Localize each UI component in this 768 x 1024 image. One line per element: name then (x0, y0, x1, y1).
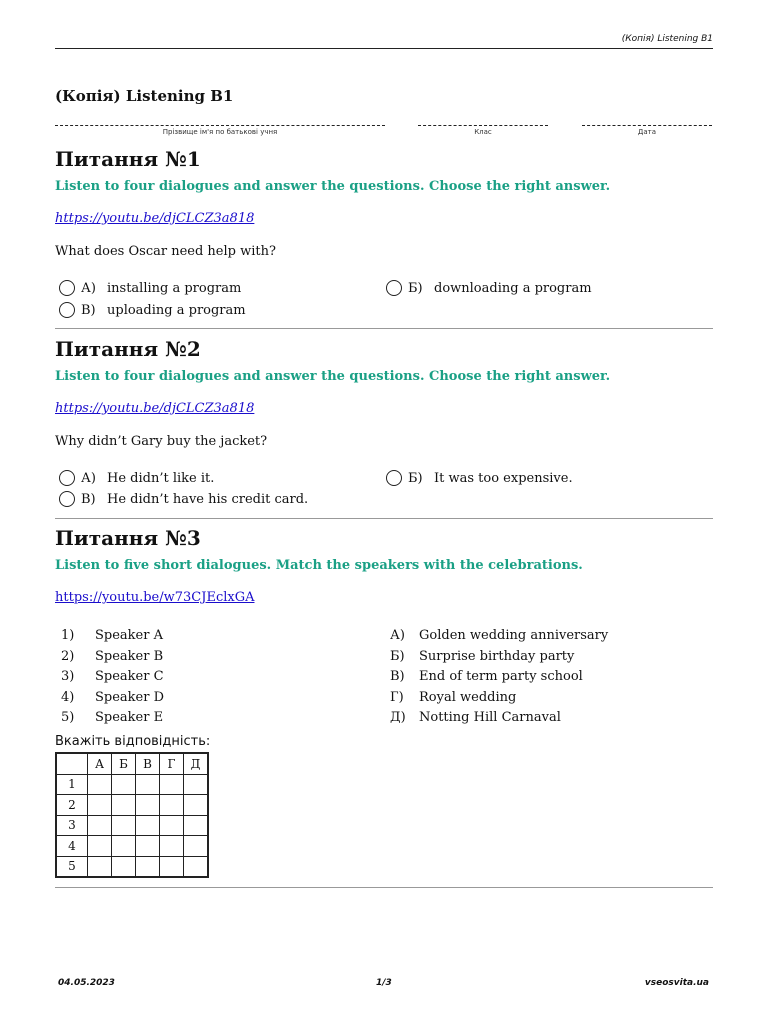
answer-grid-row (56, 774, 208, 795)
answer-cell[interactable] (184, 815, 209, 836)
radio-circle-icon[interactable] (59, 280, 75, 296)
celebration-item (390, 690, 516, 705)
date-field[interactable] (582, 115, 712, 136)
option-letter: Б) (408, 280, 423, 296)
answer-cell[interactable] (184, 856, 209, 877)
item-text: End of term party school (419, 669, 583, 684)
column-header: Д (184, 753, 209, 774)
option-text: It was too expensive. (434, 470, 573, 486)
item-letter: Д) (390, 710, 406, 725)
item-letter: В) (390, 669, 405, 684)
row-header: 5 (56, 856, 88, 877)
answer-cell[interactable] (160, 795, 184, 816)
answer-cell[interactable] (88, 856, 112, 877)
celebration-item (390, 649, 574, 664)
item-text: Speaker E (95, 710, 164, 725)
answer-cell[interactable] (160, 774, 184, 795)
speaker-item (61, 628, 163, 643)
radio-circle-icon[interactable] (386, 470, 402, 486)
footer-page-number: 1/3 (376, 978, 392, 988)
class-field[interactable] (418, 115, 548, 136)
celebration-item (390, 669, 583, 684)
item-number: 2) (61, 649, 75, 664)
answer-grid-row (56, 856, 208, 877)
student-name-line (55, 115, 385, 126)
radio-circle-icon[interactable] (59, 470, 75, 486)
answer-cell[interactable] (136, 856, 160, 877)
speaker-item (61, 690, 164, 705)
option-text: uploading a program (107, 302, 246, 318)
footer-date: 04.05.2023 (58, 978, 115, 988)
question-divider (55, 328, 713, 329)
question-text: Why didn’t Gary buy the jacket? (55, 434, 268, 449)
option-letter: А) (81, 470, 96, 486)
answer-cell[interactable] (112, 795, 136, 816)
corner-cell (56, 753, 88, 774)
column-header: В (136, 753, 160, 774)
date-line (582, 115, 712, 126)
option-letter: Б) (408, 470, 423, 486)
question-text: What does Oscar need help with? (55, 244, 276, 259)
question-divider (55, 887, 713, 888)
answer-cell[interactable] (136, 795, 160, 816)
speaker-item (61, 710, 163, 725)
signature-row (55, 115, 713, 139)
question-heading: Питання №1 (55, 147, 201, 171)
celebration-item (390, 710, 561, 725)
option-text: He didn’t have his credit card. (107, 491, 309, 507)
question-instruction: Listen to four dialogues and answer the questions. Choose the right answer. (55, 369, 611, 384)
header-divider (55, 48, 713, 49)
answer-cell[interactable] (184, 774, 209, 795)
question-instruction: Listen to four dialogues and answer the questions. Choose the right answer. (55, 179, 611, 194)
row-header: 3 (56, 815, 88, 836)
footer-site[interactable]: vseosvita.ua (644, 978, 709, 988)
item-number: 4) (61, 690, 75, 705)
answer-cell[interactable] (136, 774, 160, 795)
item-number: 1) (61, 628, 75, 643)
student-name-label: Прізвище ім'я по батькові учня (162, 128, 278, 136)
option-v[interactable] (59, 490, 308, 508)
answer-cell[interactable] (160, 856, 184, 877)
answer-grid-header (56, 753, 208, 774)
option-a[interactable] (59, 279, 241, 297)
radio-circle-icon[interactable] (59, 491, 75, 507)
radio-circle-icon[interactable] (59, 302, 75, 318)
answer-cell[interactable] (184, 795, 209, 816)
class-line (418, 115, 548, 126)
answer-cell[interactable] (160, 815, 184, 836)
item-text: Golden wedding anniversary (419, 628, 609, 643)
answer-cell[interactable] (112, 836, 136, 857)
option-letter: В) (81, 491, 96, 507)
option-text: He didn’t like it. (107, 470, 215, 486)
question-heading: Питання №2 (55, 337, 201, 361)
answer-cell[interactable] (112, 774, 136, 795)
answer-grid (55, 752, 209, 878)
item-text: Notting Hill Carnaval (419, 710, 561, 725)
speaker-item (61, 669, 164, 684)
answer-caption: Вкажіть відповідність: (55, 734, 211, 749)
video-link[interactable]: https://youtu.be/djCLCZ3a818 (55, 211, 255, 226)
row-header: 4 (56, 836, 88, 857)
document-page (55, 0, 713, 1024)
speaker-item (61, 649, 163, 664)
row-header: 2 (56, 795, 88, 816)
option-a[interactable] (59, 469, 214, 487)
page-title: (Копія) Listening B1 (55, 87, 234, 105)
answer-grid-row (56, 795, 208, 816)
answer-cell[interactable] (88, 815, 112, 836)
item-text: Speaker B (95, 649, 164, 664)
celebration-item (390, 628, 608, 643)
item-text: Surprise birthday party (419, 649, 575, 664)
answer-cell[interactable] (160, 836, 184, 857)
radio-circle-icon[interactable] (386, 280, 402, 296)
option-text: downloading a program (434, 280, 592, 296)
item-letter: А) (390, 628, 405, 643)
item-letter: Г) (390, 690, 404, 705)
student-name-field[interactable] (55, 115, 385, 136)
item-letter: Б) (390, 649, 405, 664)
running-header: (Копія) Listening B1 (621, 34, 713, 44)
class-label: Клас (474, 128, 492, 136)
row-header: 1 (56, 774, 88, 795)
video-link[interactable]: https://youtu.be/djCLCZ3a818 (55, 401, 255, 416)
option-b[interactable] (386, 469, 573, 487)
answer-cell[interactable] (136, 815, 160, 836)
answer-cell[interactable] (112, 815, 136, 836)
video-link[interactable]: https://youtu.be/w73CJEclxGA (55, 590, 255, 605)
option-v[interactable] (59, 301, 246, 319)
item-number: 5) (61, 710, 75, 725)
question-instruction: Listen to five short dialogues. Match the speakers with the celebrations. (55, 558, 583, 573)
answer-cell[interactable] (184, 836, 209, 857)
answer-cell[interactable] (88, 774, 112, 795)
item-text: Royal wedding (419, 690, 517, 705)
item-text: Speaker A (95, 628, 163, 643)
answer-grid-row (56, 815, 208, 836)
date-label: Дата (637, 128, 657, 136)
answer-cell[interactable] (88, 795, 112, 816)
item-text: Speaker D (95, 690, 165, 705)
answer-cell[interactable] (136, 836, 160, 857)
answer-grid-row (56, 836, 208, 857)
column-header: А (88, 753, 112, 774)
option-letter: В) (81, 302, 96, 318)
question-divider (55, 518, 713, 519)
option-b[interactable] (386, 279, 592, 297)
option-letter: А) (81, 280, 96, 296)
column-header: Г (160, 753, 184, 774)
answer-cell[interactable] (88, 836, 112, 857)
item-text: Speaker C (95, 669, 164, 684)
option-text: installing a program (107, 280, 242, 296)
question-heading: Питання №3 (55, 526, 201, 550)
item-number: 3) (61, 669, 75, 684)
column-header: Б (112, 753, 136, 774)
answer-cell[interactable] (112, 856, 136, 877)
